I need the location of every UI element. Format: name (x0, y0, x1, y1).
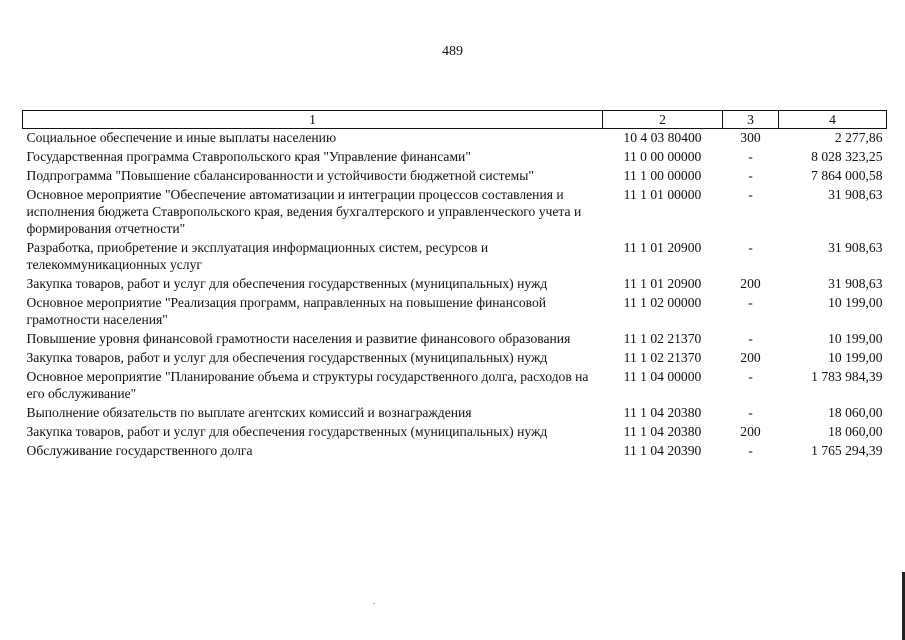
table-row (23, 368, 887, 404)
row-name: Разработка, приобретение и эксплуатация информационных систем, ресурсов и телекоммуникационных услуг (26, 240, 489, 272)
row-name: Закупка товаров, работ и услуг для обеспечения государственных (муниципальных) нужд (26, 350, 548, 365)
row-amount: 2 277,86 (834, 130, 883, 145)
row-kind: 200 (740, 350, 761, 365)
row-amount: 31 908,63 (828, 240, 883, 255)
row-kind: - (748, 405, 753, 420)
row-code: 11 1 02 00000 (623, 295, 702, 310)
table-body (23, 129, 887, 462)
row-kind: 200 (740, 276, 761, 291)
row-amount: 1 765 294,39 (811, 443, 883, 458)
table-row (23, 423, 887, 442)
row-name: Основное мероприятие "Обеспечение автоматизации и интеграции процессов составления и исполнения бюджета Ставропольского края, ведения бухгалтерского и управленческого учета и формирования отчетности" (26, 187, 582, 236)
table-row (23, 186, 887, 239)
row-name: Закупка товаров, работ и услуг для обеспечения государственных (муниципальных) нужд (26, 276, 548, 291)
row-kind: 300 (740, 130, 761, 145)
row-name: Подпрограмма "Повышение сбалансированности и устойчивости бюджетной системы" (26, 168, 534, 183)
row-name: Основное мероприятие "Реализация программ, направленных на повышение финансовой грамотности населения" (26, 295, 547, 327)
row-amount: 10 199,00 (828, 295, 883, 310)
row-amount: 18 060,00 (828, 424, 883, 439)
row-code: 11 1 02 21370 (623, 350, 702, 365)
row-amount: 18 060,00 (828, 405, 883, 420)
header-col-4: 4 (779, 111, 887, 129)
row-code: 11 1 01 20900 (623, 276, 702, 291)
row-amount: 31 908,63 (828, 276, 883, 291)
row-kind: - (748, 149, 753, 164)
row-kind: - (748, 369, 753, 384)
table-row (23, 349, 887, 368)
row-code: 11 1 04 00000 (623, 369, 702, 384)
budget-table (22, 110, 887, 461)
table-row (23, 330, 887, 349)
row-code: 11 1 04 20390 (623, 443, 702, 458)
table-row (23, 239, 887, 275)
row-amount: 1 783 984,39 (811, 369, 883, 384)
row-name: Основное мероприятие "Планирование объема и структуры государственного долга, расходов на его обслуживание" (26, 369, 589, 401)
row-kind: 200 (740, 424, 761, 439)
row-kind: - (748, 331, 753, 346)
row-name: Государственная программа Ставропольского края "Управление финансами" (26, 149, 471, 164)
row-amount: 10 199,00 (828, 331, 883, 346)
row-code: 11 1 00 00000 (623, 168, 702, 183)
table-row (23, 129, 887, 149)
row-code: 11 1 04 20380 (623, 405, 702, 420)
header-col-1: 1 (23, 111, 603, 129)
row-code: 11 1 04 20380 (623, 424, 702, 439)
row-kind: - (748, 240, 753, 255)
row-name: Закупка товаров, работ и услуг для обеспечения государственных (муниципальных) нужд (26, 424, 548, 439)
table-row (23, 294, 887, 330)
row-code: 10 4 03 80400 (623, 130, 702, 145)
row-code: 11 0 00 00000 (623, 149, 702, 164)
row-code: 11 1 01 00000 (623, 187, 702, 202)
row-amount: 31 908,63 (828, 187, 883, 202)
row-code: 11 1 01 20900 (623, 240, 702, 255)
row-kind: - (748, 187, 753, 202)
scan-speck (373, 603, 375, 604)
table-row (23, 275, 887, 294)
row-amount: 7 864 000,58 (811, 168, 883, 183)
table-row (23, 404, 887, 423)
row-name: Выполнение обязательств по выплате агентских комиссий и вознаграждения (26, 405, 472, 420)
row-amount: 10 199,00 (828, 350, 883, 365)
table-row (23, 442, 887, 461)
row-amount: 8 028 323,25 (811, 149, 883, 164)
row-name: Обслуживание государственного долга (26, 443, 253, 458)
row-code: 11 1 02 21370 (623, 331, 702, 346)
page-number: 489 (442, 44, 463, 59)
row-kind: - (748, 443, 753, 458)
table-row (23, 167, 887, 186)
header-col-3: 3 (723, 111, 779, 129)
row-kind: - (748, 295, 753, 310)
table-row (23, 148, 887, 167)
row-name: Повышение уровня финансовой грамотности населения и развитие финансового образования (26, 331, 571, 346)
row-name: Социальное обеспечение и иные выплаты населению (26, 130, 337, 145)
header-col-2: 2 (603, 111, 723, 129)
row-kind: - (748, 168, 753, 183)
table-header (23, 111, 887, 129)
